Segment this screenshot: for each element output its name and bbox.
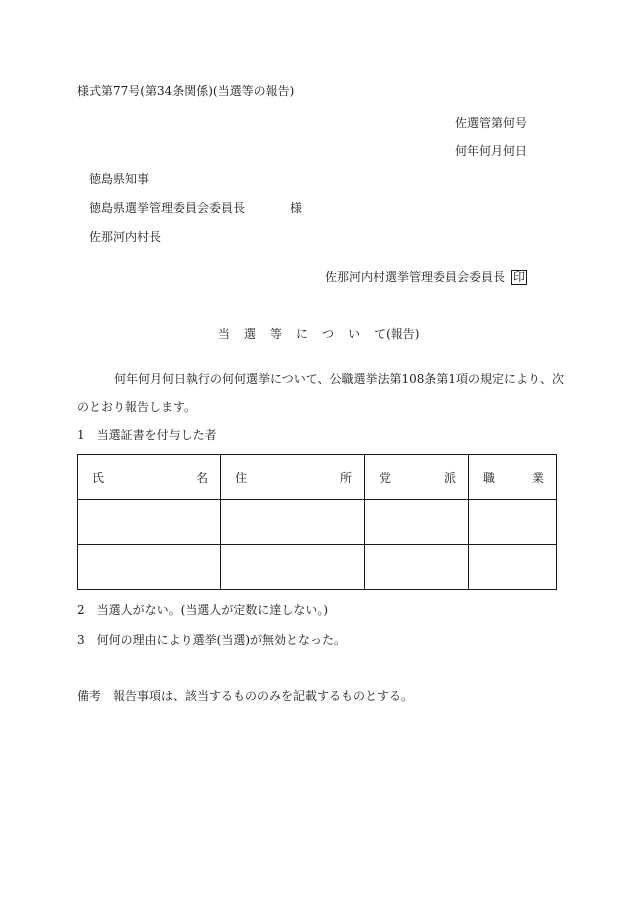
table-row xyxy=(78,500,557,545)
table-cell xyxy=(78,545,221,590)
recipient-prefectural-committee-chair: 徳島県選挙管理委員会委員長 xyxy=(89,201,246,215)
title-char: 選 xyxy=(244,327,257,341)
table-cell xyxy=(469,545,557,590)
body-text-line-1: 何年何月何日執行の何何選挙について、公職選挙法第108条第1項の規定により、次 xyxy=(114,372,565,386)
table-header-row xyxy=(78,455,557,500)
title-char: に xyxy=(296,327,309,341)
body-text-line-2: のとおり報告します。 xyxy=(77,400,197,414)
table-cell xyxy=(78,500,221,545)
table-cell xyxy=(365,545,469,590)
recipient-governor: 徳島県知事 xyxy=(89,172,150,186)
item-3: 3 何何の理由により選挙(当選)が無効となった。 xyxy=(77,633,346,647)
recipient-village-mayor: 佐那河内村長 xyxy=(89,230,162,244)
sender-line xyxy=(325,270,527,285)
form-number: 様式第77号(第34条関係)(当選等の報告) xyxy=(77,84,295,98)
table-cell xyxy=(365,500,469,545)
item-1-heading: 1 当選証書を付与した者 xyxy=(77,428,217,442)
seal-mark: 印 xyxy=(512,270,525,284)
title-char: 当 xyxy=(218,327,231,341)
title-char: つ xyxy=(322,327,335,341)
table-cell xyxy=(221,545,365,590)
sender-name: 佐那河内村選挙管理委員会委員長 xyxy=(324,270,505,284)
header-party-cell: 党 派 xyxy=(365,455,469,500)
table-cell xyxy=(221,500,365,545)
remark-note: 備考 報告事項は、該当するもののみを記載するものとする。 xyxy=(77,689,414,703)
title-char: 等 xyxy=(270,327,283,341)
elected-persons-table xyxy=(77,454,557,590)
document-title xyxy=(218,327,419,341)
document-number: 佐選管第何号 xyxy=(454,116,527,130)
table-row xyxy=(78,545,557,590)
header-name-cell: 氏 名 xyxy=(78,455,221,500)
item-2: 2 当選人がない。(当選人が定数に達しない。) xyxy=(77,603,328,617)
header-occupation-cell: 職 業 xyxy=(469,455,557,500)
title-char: い xyxy=(348,327,361,341)
honorific: 様 xyxy=(290,201,303,215)
document-date: 何年何月何日 xyxy=(454,144,527,158)
title-tail: て(報告) xyxy=(374,327,420,341)
table-cell xyxy=(469,500,557,545)
header-address-cell: 住 所 xyxy=(221,455,365,500)
